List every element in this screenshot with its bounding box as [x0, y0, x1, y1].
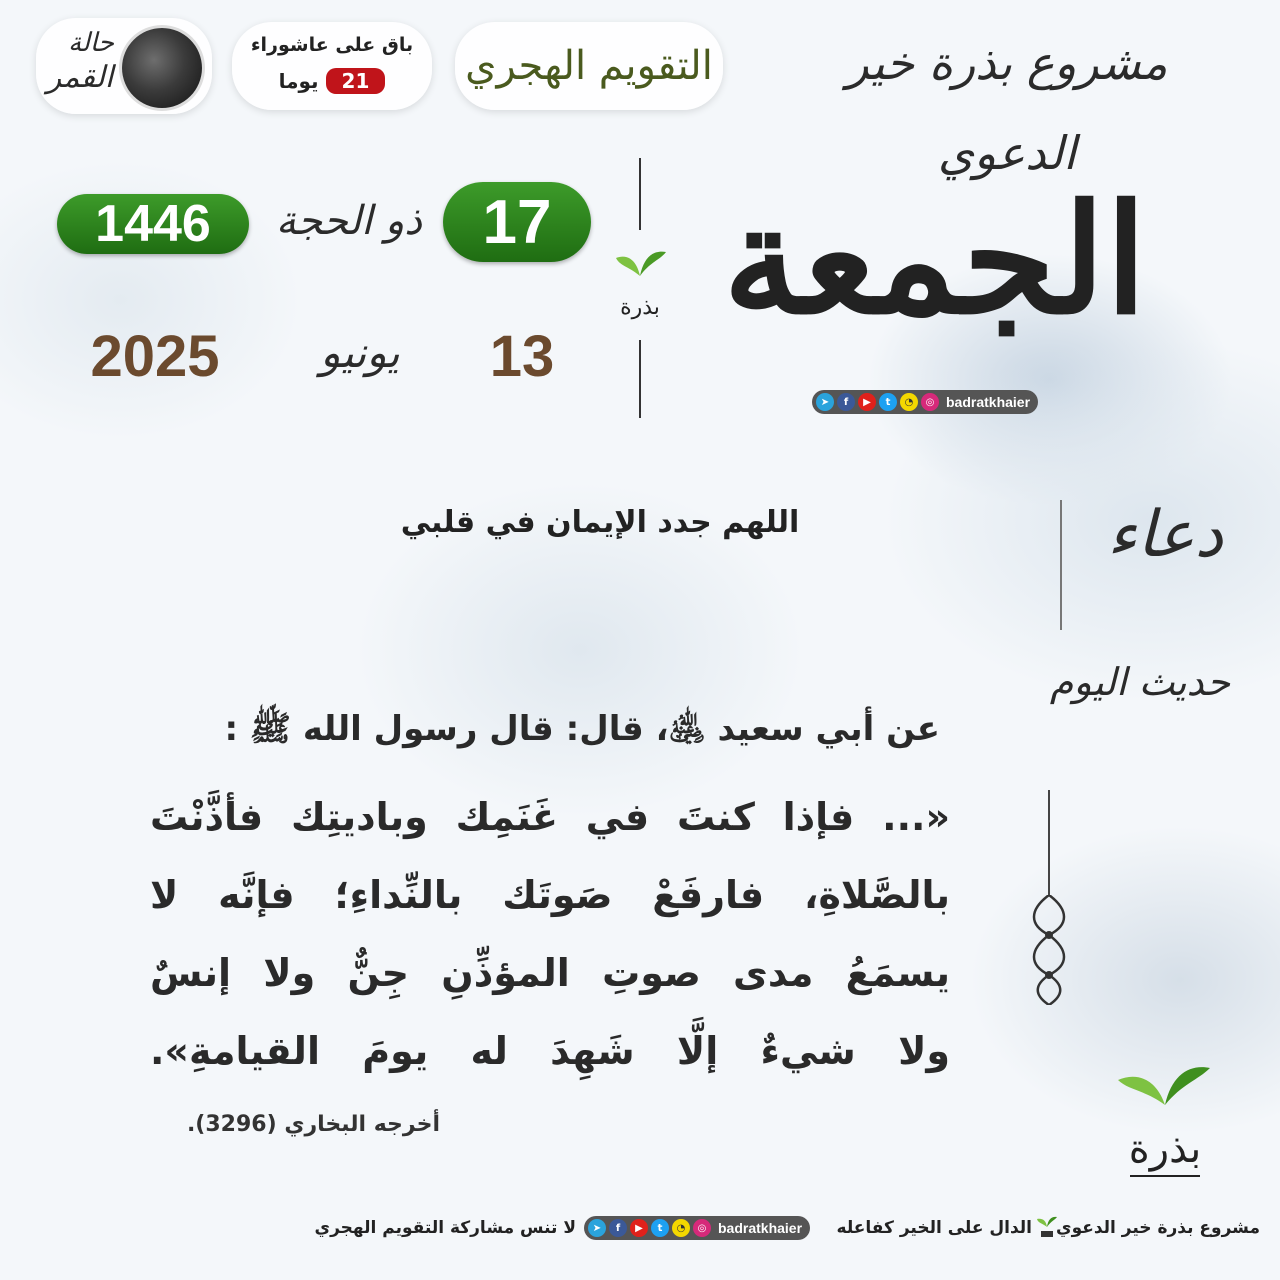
instagram-icon[interactable]: ◎ [693, 1219, 711, 1237]
dua-label: دعاء [1106, 498, 1224, 572]
youtube-icon[interactable]: ▶ [630, 1219, 648, 1237]
instagram-icon[interactable]: ◎ [921, 393, 939, 411]
social-bar-top [812, 390, 1038, 414]
social-handle[interactable]: badratkhaier [946, 394, 1031, 410]
greg-month: يونيو [320, 328, 400, 377]
snapchat-icon[interactable]: ◔ [672, 1219, 690, 1237]
hijri-day-badge [443, 182, 591, 262]
greg-year: 2025 [90, 324, 220, 389]
footer-sprout-icon [1036, 1215, 1058, 1241]
dua-text: اللهم جدد الإيمان في قلبي [400, 505, 800, 540]
footer-share: لا تنس مشاركة التقويم الهجري [314, 1218, 576, 1238]
calendar-title: التقويم الهجري [465, 43, 713, 89]
greg-day: 13 [489, 324, 555, 389]
footer-slogan: الدال على الخير كفاعله [836, 1218, 1032, 1238]
ashura-countdown-pill [232, 22, 432, 110]
project-title: مشروع بذرة خير الدعوي [846, 36, 1168, 180]
twitter-icon[interactable]: t [651, 1219, 669, 1237]
hijri-year-badge [57, 194, 249, 254]
twitter-icon[interactable]: t [879, 393, 897, 411]
ashura-label: باق على عاشوراء [250, 34, 414, 56]
facebook-icon[interactable]: f [837, 393, 855, 411]
hadith-line-1: «... فإذا كنتَ في غَنَمِك وباديتِك فأذَّنْتَ [150, 795, 950, 839]
ashura-unit: يوما [278, 69, 319, 93]
hadith-line-3: يسمَعُ مدى صوتِ المؤذِّنِ جِنٌّ ولا إنسٌ [150, 951, 950, 995]
youtube-icon[interactable]: ▶ [858, 393, 876, 411]
moon-phase-icon [122, 28, 202, 108]
telegram-icon[interactable]: ➤ [816, 393, 834, 411]
hadith-label: حديث اليوم [1049, 660, 1231, 704]
badra-logo [1110, 1050, 1220, 1190]
ornament-line-top [1048, 790, 1050, 895]
hijri-day: 17 [482, 187, 552, 257]
facebook-icon[interactable]: f [609, 1219, 627, 1237]
day-name: الجمعة [723, 172, 1147, 348]
footer-handle[interactable]: badratkhaier [718, 1220, 803, 1236]
calendar-title-pill [455, 22, 723, 110]
snapchat-icon[interactable]: ◔ [900, 393, 918, 411]
logo-text: بذرة [1128, 1126, 1202, 1172]
telegram-icon[interactable]: ➤ [588, 1219, 606, 1237]
hadith-line-2: بالصَّلاةِ، فارفَعْ صَوتَك بالنِّداءِ؛ فإنَّه لا [150, 873, 950, 917]
ashura-days-badge: 21 [326, 68, 386, 94]
social-bar-bottom [584, 1216, 810, 1240]
footer-project: مشروع بذرة خير الدعوي [1055, 1218, 1260, 1238]
moon-label-2: القمر [46, 60, 114, 95]
ashura-count [232, 68, 432, 94]
moon-label-1: حالة [68, 28, 114, 58]
hijri-year: 1446 [95, 195, 211, 253]
divider-bottom [639, 340, 641, 418]
ornament-icon [1024, 895, 1074, 1005]
sprout-logo-small [610, 236, 670, 336]
hadith-source: أخرجه البخاري (3296). [186, 1112, 440, 1137]
dua-divider [1060, 500, 1062, 630]
divider-top [639, 158, 641, 230]
hadith-line-4: ولا شيءٌ إلَّا شَهِدَ له يومَ القيامةِ». [150, 1029, 950, 1073]
hijri-month: ذو الحجة [275, 198, 423, 244]
hadith-intro: عن أبي سعيد ﵁، قال: قال رسول الله ﷺ : [224, 709, 940, 749]
svg-text:بذرة: بذرة [620, 295, 660, 320]
